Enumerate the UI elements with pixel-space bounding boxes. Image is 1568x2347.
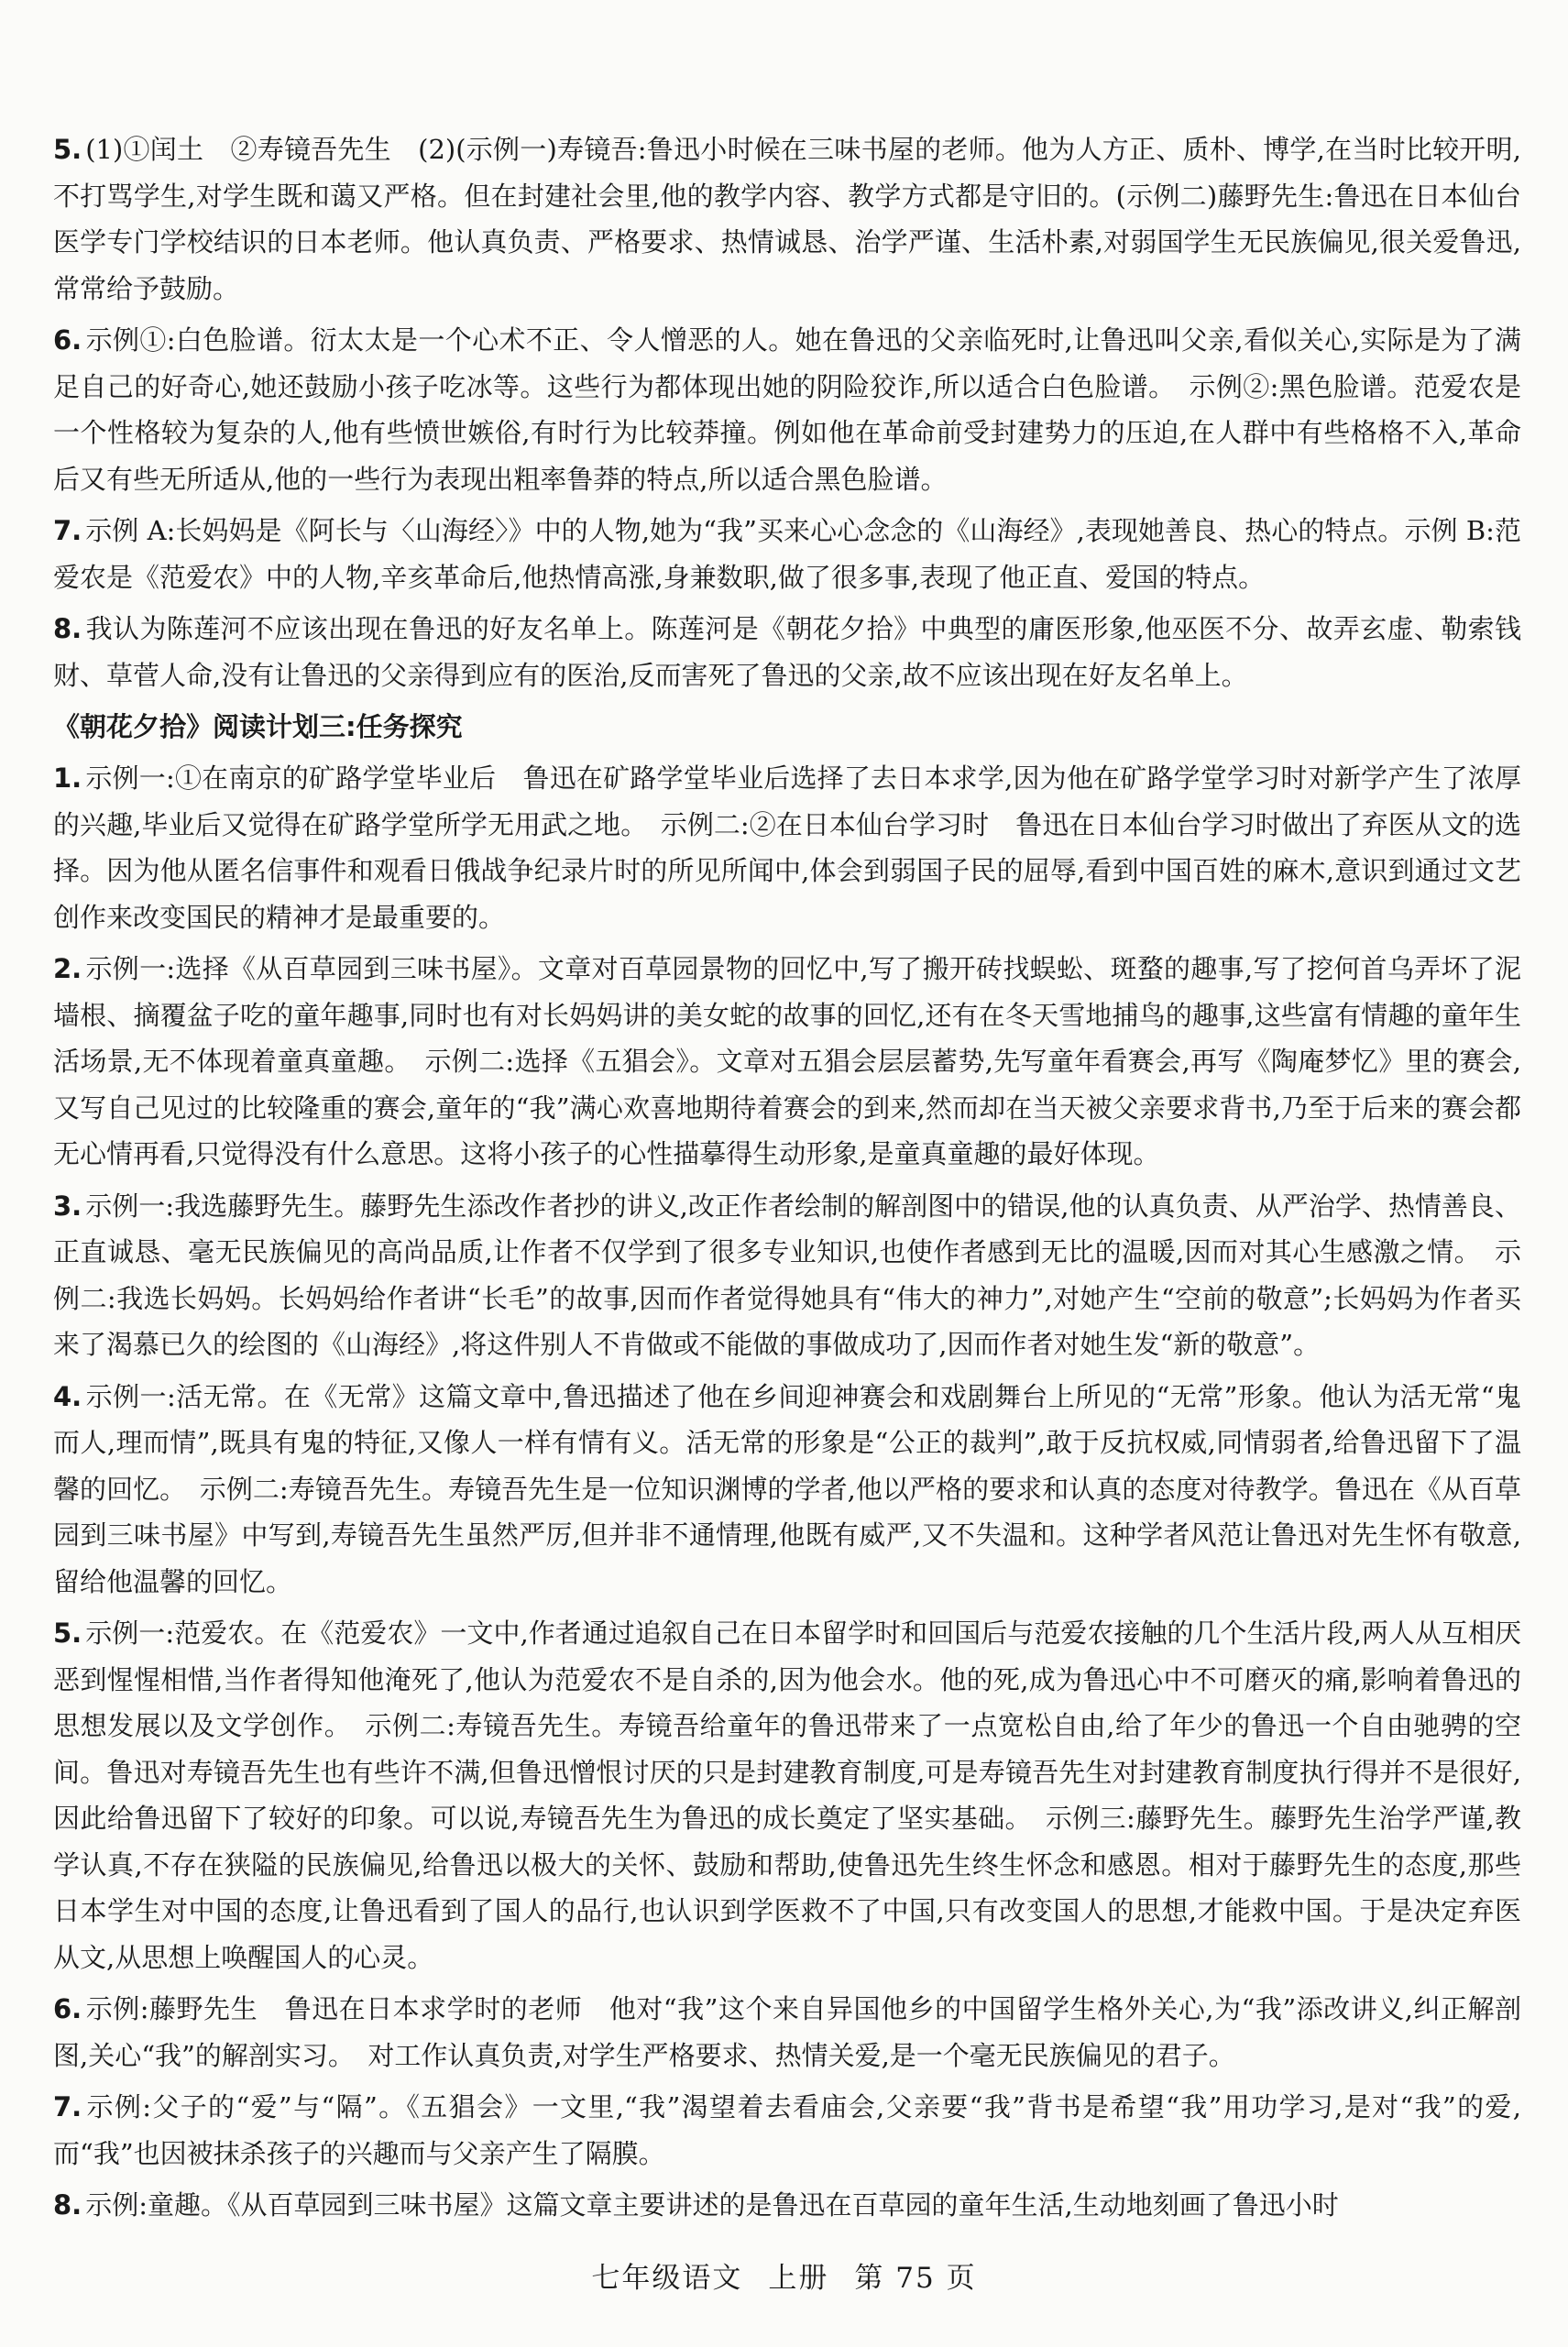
item-number: 6. xyxy=(53,1993,82,2024)
task-item-1 xyxy=(53,755,1521,940)
top-items xyxy=(53,126,1521,698)
item-number: 8. xyxy=(53,2189,82,2221)
answer-page xyxy=(53,126,1521,2234)
item-text: 示例一:①在南京的矿路学堂毕业后 鲁迅在矿路学堂毕业后选择了去日本求学,因为他在矿路学堂学习时对新学产生了浓厚的兴趣,毕业后又觉得在矿路学堂所学无用武之地。 示例二:②在日本仙台学习时 鲁迅在日本仙台学习时做出了弃医从文的选择。因为他从匿名信事件和观看日俄战争纪录片时的所见所闻中,体会到弱国子民的屈辱,看到中国百姓的麻木,意识到通过文艺创作来改变国民的精神才是最重要的。 xyxy=(53,762,1521,933)
item-text: 示例:童趣。《从百草园到三味书屋》这篇文章主要讲述的是鲁迅在百草园的童年生活,生动地刻画了鲁迅小时 xyxy=(85,2189,1339,2221)
page-footer xyxy=(0,2260,1568,2297)
answer-item-7 xyxy=(53,508,1521,600)
item-number: 3. xyxy=(53,1190,82,1222)
item-text: 示例 A:长妈妈是《阿长与〈山海经〉》中的人物,她为“我”买来心心念念的《山海经》,表现她善良、热心的特点。示例 B:范爱农是《范爱农》中的人物,辛亥革命后,他热情高涨,身兼数职,做了很多事,表现了他正直、爱国的特点。 xyxy=(53,515,1521,593)
section-items xyxy=(53,755,1521,2229)
task-item-6 xyxy=(53,1986,1521,2078)
section-title: 《朝花夕拾》阅读计划三:任务探究 xyxy=(53,711,463,742)
item-number: 1. xyxy=(53,762,82,794)
item-text: 我认为陈莲河不应该出现在鲁迅的好友名单上。陈莲河是《朝花夕拾》中典型的庸医形象,他巫医不分、故弄玄虚、勒索钱财、草菅人命,没有让鲁迅的父亲得到应有的医治,反而害死了鲁迅的父亲,故不应该出现在好友名单上。 xyxy=(53,613,1521,691)
item-text: 示例一:选择《从百草园到三味书屋》。文章对百草园景物的回忆中,写了搬开砖找蜈蚣、斑蝥的趣事,写了挖何首乌弄坏了泥墙根、摘覆盆子吃的童年趣事,同时也有对长妈妈讲的美女蛇的故事的回忆,还有在冬天雪地捕鸟的趣事,这些富有情趣的童年生活场景,无不体现着童真童趣。 示例二:选择《五猖会》。文章对五猖会层层蓄势,先写童年看赛会,再写《陶庵梦忆》里的赛会,又写自己见过的比较隆重的赛会,童年的“我”满心欢喜地期待着赛会的到来,然而却在当天被父亲要求背书,乃至于后来的赛会都无心情再看,只觉得没有什么意思。这将小孩子的心性描摹得生动形象,是童真童趣的最好体现。 xyxy=(53,953,1521,1169)
item-text: 示例一:活无常。在《无常》这篇文章中,鲁迅描述了他在乡间迎神赛会和戏剧舞台上所见的“无常”形象。他认为活无常“鬼而人,理而情”,既具有鬼的特征,又像人一样有情有义。活无常的形象是“公正的裁判”,敢于反抗权威,同情弱者,给鲁迅留下了温馨的回忆。 示例二:寿镜吾先生。寿镜吾先生是一位知识渊博的学者,他以严格的要求和认真的态度对待教学。鲁迅在《从百草园到三味书屋》中写到,寿镜吾先生虽然严厉,但并非不通情理,他既有威严,又不失温和。这种学者风范让鲁迅对先生怀有敬意,留给他温馨的回忆。 xyxy=(53,1380,1521,1597)
item-text: 示例①:白色脸谱。衍太太是一个心术不正、令人憎恶的人。她在鲁迅的父亲临死时,让鲁迅叫父亲,看似关心,实际是为了满足自己的好奇心,她还鼓励小孩子吃冰等。这些行为都体现出她的阴险狡诈,所以适合白色脸谱。 示例②:黑色脸谱。范爱农是一个性格较为复杂的人,他有些愤世嫉俗,有时行为比较莽撞。例如他在革命前受封建势力的压迫,在人群中有些格格不入,革命后又有些无所适从,他的一些行为表现出粗率鲁莽的特点,所以适合黑色脸谱。 xyxy=(53,324,1521,495)
item-text: 示例:藤野先生 鲁迅在日本求学时的老师 他对“我”这个来自异国他乡的中国留学生格外关心,为“我”添改讲义,纠正解剖图,关心“我”的解剖实习。 对工作认真负责,对学生严格要求、热情关爱,是一个毫无民族偏见的君子。 xyxy=(53,1993,1521,2071)
item-number: 5. xyxy=(53,134,82,165)
item-number: 6. xyxy=(53,324,82,356)
answer-item-6 xyxy=(53,317,1521,502)
task-item-2 xyxy=(53,946,1521,1178)
item-number: 8. xyxy=(53,613,82,644)
footer-volume: 上册 xyxy=(768,2262,829,2295)
item-text: (1)①闰土 ②寿镜吾先生 (2)(示例一)寿镜吾:鲁迅小时候在三味书屋的老师。他为人方正、质朴、博学,在当时比较开明,不打骂学生,对学生既和蔼又严格。但在封建社会里,他的教学内容、教学方式都是守旧的。(示例二)藤野先生:鲁迅在日本仙台医学专门学校结识的日本老师。他认真负责、严格要求、热情诚恳、治学严谨、生活朴素,对弱国学生无民族偏见,很关爱鲁迅,常常给予鼓励。 xyxy=(53,134,1521,304)
item-number: 5. xyxy=(53,1618,82,1649)
footer-page-number: 第 75 页 xyxy=(854,2262,977,2295)
item-text: 示例一:范爱农。在《范爱农》一文中,作者通过追叙自己在日本留学时和回国后与范爱农接触的几个生活片段,两人从互相厌恶到惺惺相惜,当作者得知他淹死了,他认为范爱农不是自杀的,因为他会水。他的死,成为鲁迅心中不可磨灭的痛,影响着鲁迅的思想发展以及文学创作。 示例二:寿镜吾先生。寿镜吾给童年的鲁迅带来了一点宽松自由,给了年少的鲁迅一个自由驰骋的空间。鲁迅对寿镜吾先生也有些许不满,但鲁迅憎恨讨厌的只是封建教育制度,可是寿镜吾先生对封建教育制度执行得并不是很好,因此给鲁迅留下了较好的印象。可以说,寿镜吾先生为鲁迅的成长奠定了坚实基础。 示例三:藤野先生。藤野先生治学严谨,教学认真,不存在狭隘的民族偏见,给鲁迅以极大的关怀、鼓励和帮助,使鲁迅先生终生怀念和感恩。相对于藤野先生的态度,那些日本学生对中国的态度,让鲁迅看到了国人的品行,也认识到学医救不了中国,只有改变国人的思想,才能救中国。于是决定弃医从文,从思想上唤醒国人的心灵。 xyxy=(53,1618,1521,1973)
item-text: 示例:父子的“爱”与“隔”。《五猖会》一文里,“我”渴望着去看庙会,父亲要“我”背书是希望“我”用功学习,是对“我”的爱,而“我”也因被抹杀孩子的兴趣而与父亲产生了隔膜。 xyxy=(53,2091,1521,2169)
item-number: 4. xyxy=(53,1380,82,1412)
item-number: 7. xyxy=(53,2091,82,2122)
answer-item-8 xyxy=(53,606,1521,698)
item-number: 7. xyxy=(53,515,82,546)
item-number: 2. xyxy=(53,953,82,984)
task-item-7 xyxy=(53,2084,1521,2177)
answer-item-5 xyxy=(53,126,1521,312)
item-text: 示例一:我选藤野先生。藤野先生添改作者抄的讲义,改正作者绘制的解剖图中的错误,他的认真负责、从严治学、热情善良、正直诚恳、毫无民族偏见的高尚品质,让作者不仅学到了很多专业知识,也使作者感到无比的温暖,因而对其心生感激之情。 示例二:我选长妈妈。长妈妈给作者讲“长毛”的故事,因而作者觉得她具有“伟大的神力”,对她产生“空前的敬意”;长妈妈为作者买来了渴慕已久的绘图的《山海经》,将这件别人不肯做或不能做的事做成功了,因而作者对她生发“新的敬意”。 xyxy=(53,1190,1521,1360)
task-item-5 xyxy=(53,1610,1521,1980)
task-item-8 xyxy=(53,2182,1521,2229)
task-item-3 xyxy=(53,1183,1521,1368)
footer-grade: 七年级语文 xyxy=(591,2262,743,2295)
task-item-4 xyxy=(53,1374,1521,1606)
